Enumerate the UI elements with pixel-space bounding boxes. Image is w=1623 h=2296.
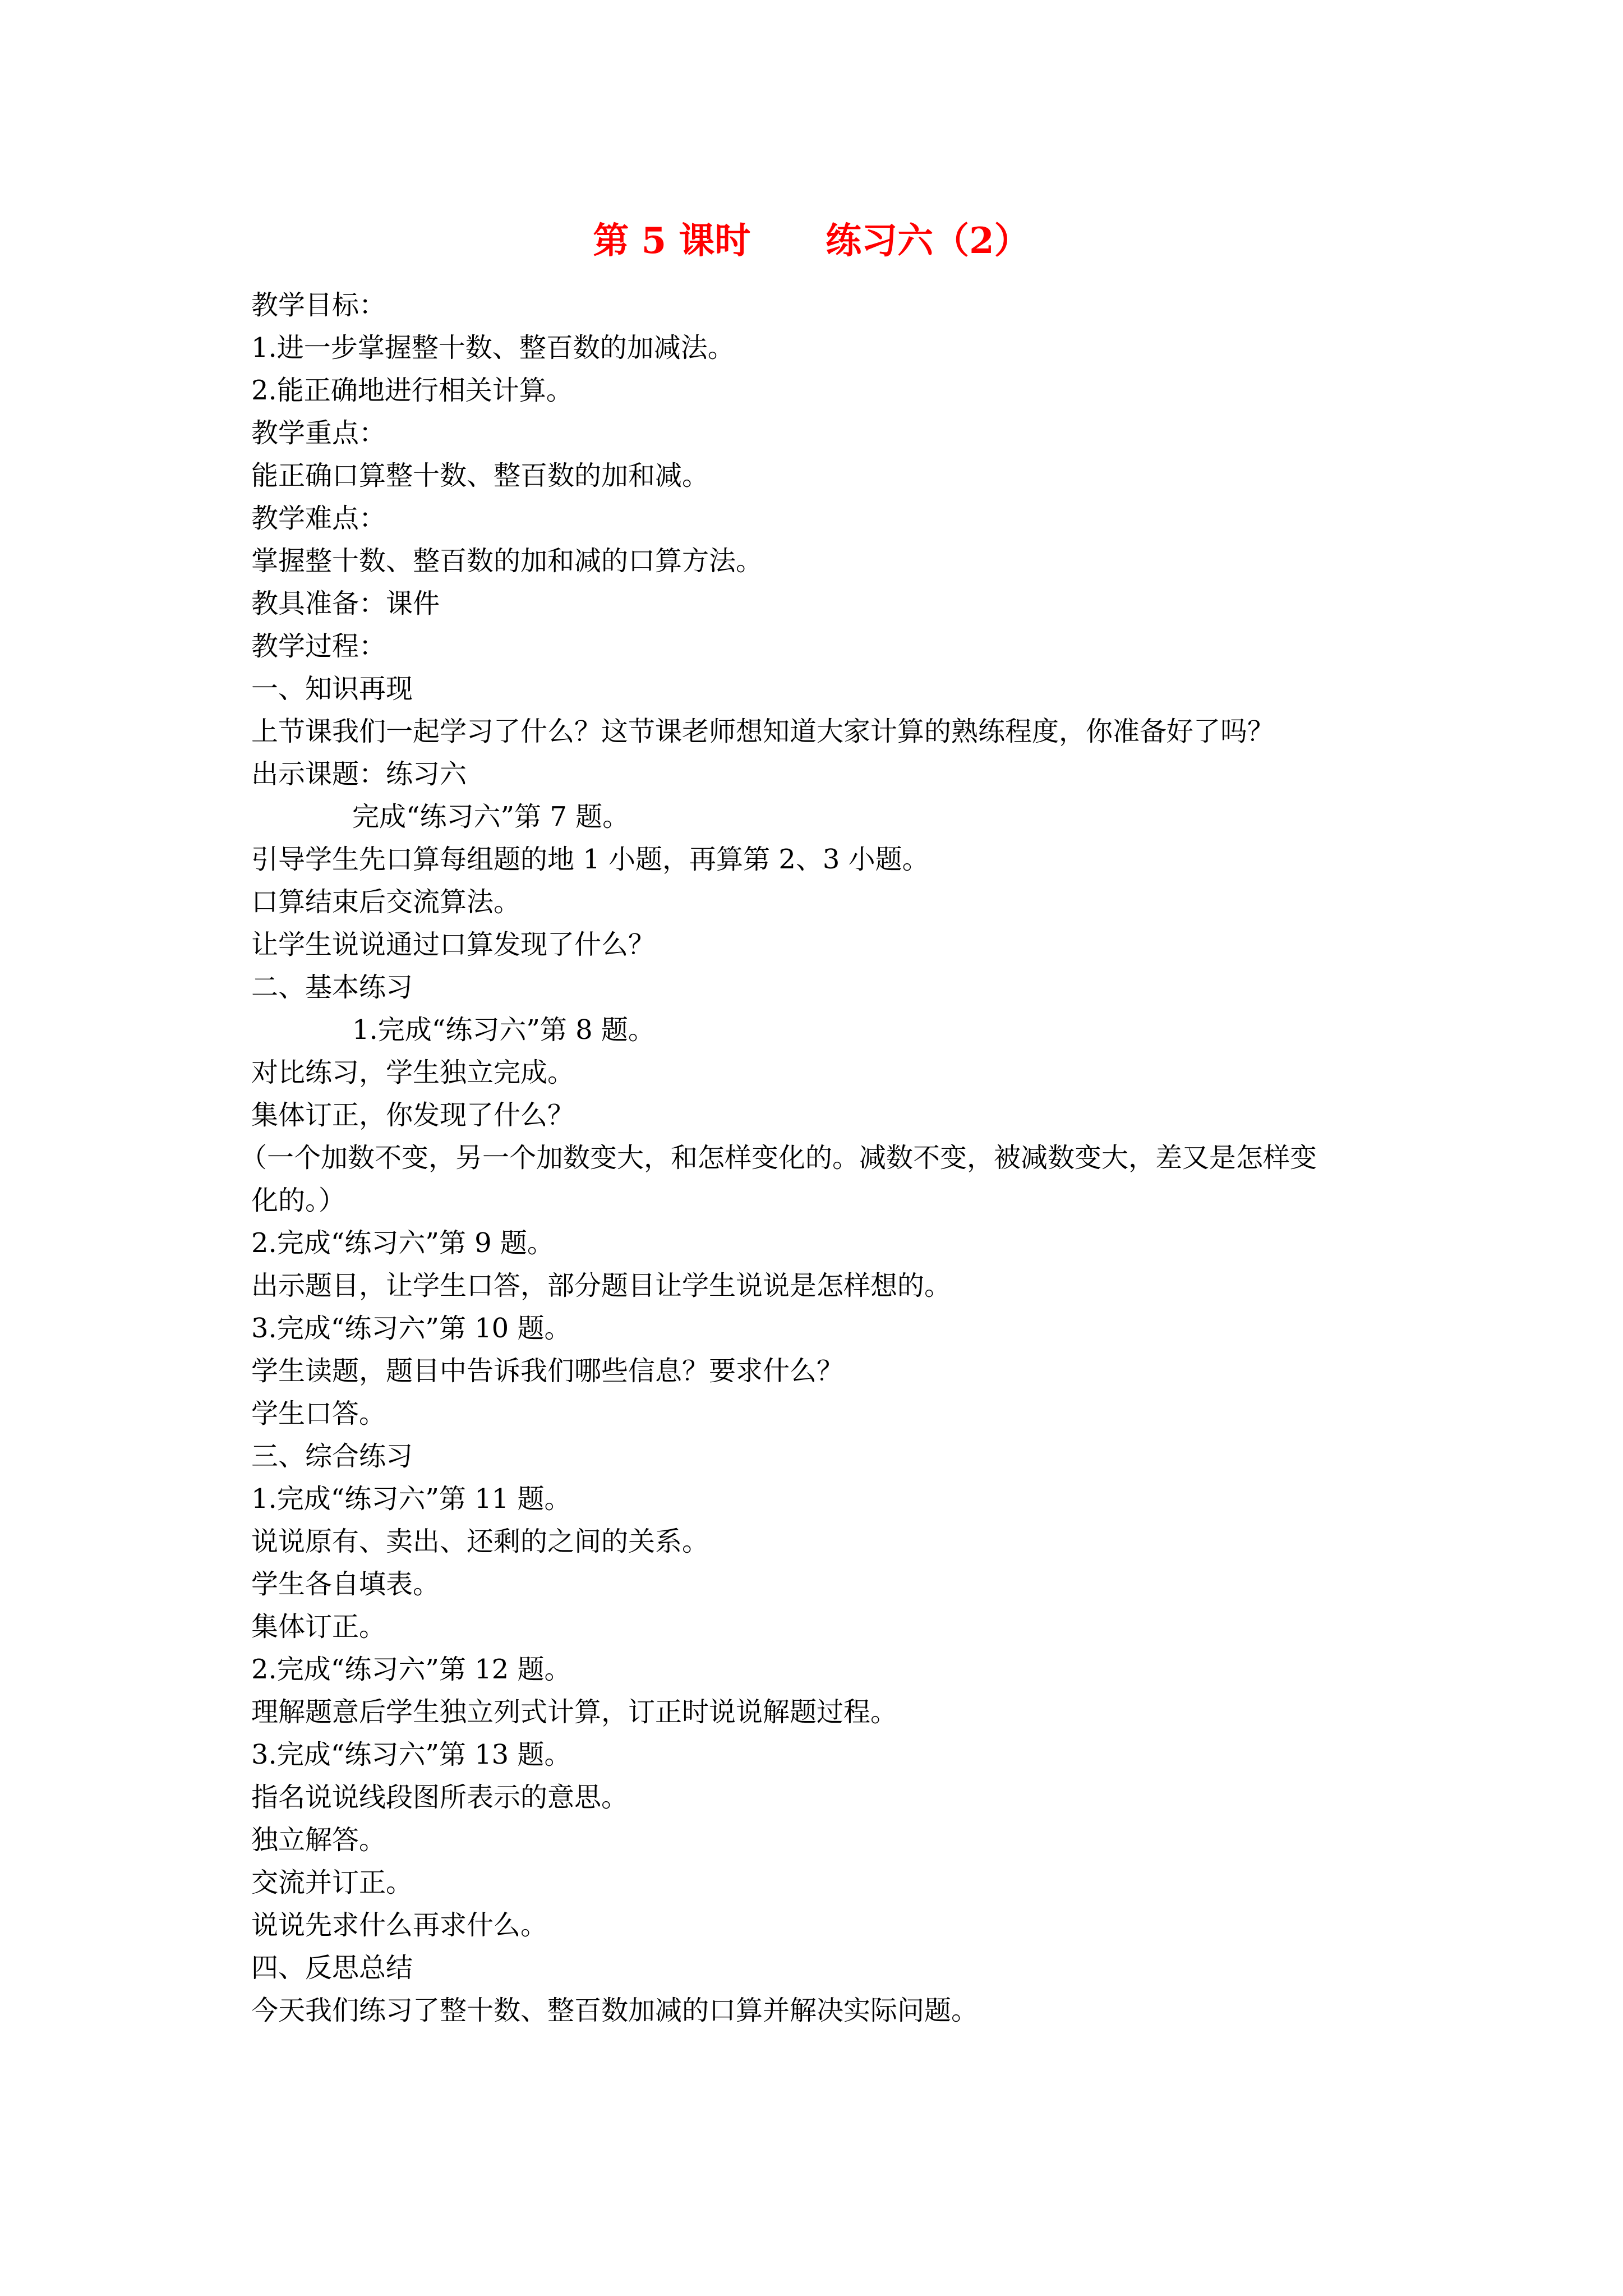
text-line: 对比练习，学生独立完成。 [251, 1057, 575, 1088]
text-line: 理解题意后学生独立列式计算，订正时说说解题过程。 [251, 1696, 898, 1728]
text-line: 学生读题，题目中告诉我们哪些信息？要求什么？ [251, 1355, 844, 1387]
text-line: 出示课题：练习六 [251, 758, 467, 790]
text-line: 集体订正，你发现了什么？ [251, 1099, 575, 1131]
text-line: 说说先求什么再求什么。 [251, 1910, 548, 1941]
section-heading: 二、基本练习 [251, 972, 413, 1003]
text-line: 出示题目，让学生口答，部分题目让学生说说是怎样想的。 [251, 1270, 952, 1301]
text-line: 2.完成“练习六”第 12 题。 [251, 1654, 571, 1685]
text-line: 化的。） [251, 1185, 346, 1216]
text-line: 独立解答。 [251, 1824, 386, 1856]
text-line: 3.完成“练习六”第 13 题。 [251, 1739, 571, 1770]
text-line-indented: 完成“练习六”第 7 题。 [352, 801, 630, 832]
text-line: 教学重点： [251, 417, 386, 449]
page-title: 第 5 课时 练习六（2） [593, 220, 1030, 262]
text-line: 2.完成“练习六”第 9 题。 [251, 1227, 554, 1259]
text-line: 今天我们练习了整十数、整百数加减的口算并解决实际问题。 [251, 1995, 979, 2026]
section-heading: 四、反思总结 [251, 1952, 413, 1984]
text-line: 教具准备：课件 [251, 588, 440, 619]
lesson-body [240, 284, 1395, 2032]
text-line: 学生各自填表。 [251, 1568, 440, 1600]
text-line: 让学生说说通过口算发现了什么？ [251, 929, 656, 960]
section-heading: 三、综合练习 [251, 1441, 413, 1472]
text-line: 集体订正。 [251, 1611, 386, 1642]
text-line-indented: 1.完成“练习六”第 8 题。 [352, 1014, 655, 1046]
text-line: 教学难点： [251, 503, 386, 534]
text-line: 2.能正确地进行相关计算。 [251, 375, 573, 406]
text-line: 教学目标： [251, 289, 386, 321]
text-line: 口算结束后交流算法。 [251, 886, 521, 918]
text-line: 学生口答。 [251, 1398, 386, 1429]
text-line: 说说原有、卖出、还剩的之间的关系。 [251, 1526, 709, 1557]
text-line: 掌握整十数、整百数的加和减的口算方法。 [251, 545, 763, 577]
section-heading: 一、知识再现 [251, 673, 413, 705]
text-line: 3.完成“练习六”第 10 题。 [251, 1313, 571, 1344]
text-line: 能正确口算整十数、整百数的加和减。 [251, 460, 709, 491]
text-line: 教学过程： [251, 631, 386, 662]
text-line: 引导学生先口算每组题的地 1 小题，再算第 2、3 小题。 [251, 844, 929, 875]
text-line: 上节课我们一起学习了什么？这节课老师想知道大家计算的熟练程度，你准备好了吗？ [251, 716, 1275, 747]
text-line: （一个加数不变，另一个加数变大，和怎样变化的。减数不变，被减数变大，差又是怎样变 [240, 1142, 1317, 1174]
text-line: 1.进一步掌握整十数、整百数的加减法。 [251, 332, 735, 364]
text-line: 指名说说线段图所表示的意思。 [251, 1782, 629, 1813]
text-line: 1.完成“练习六”第 11 题。 [251, 1483, 571, 1515]
text-line: 交流并订正。 [251, 1867, 413, 1898]
